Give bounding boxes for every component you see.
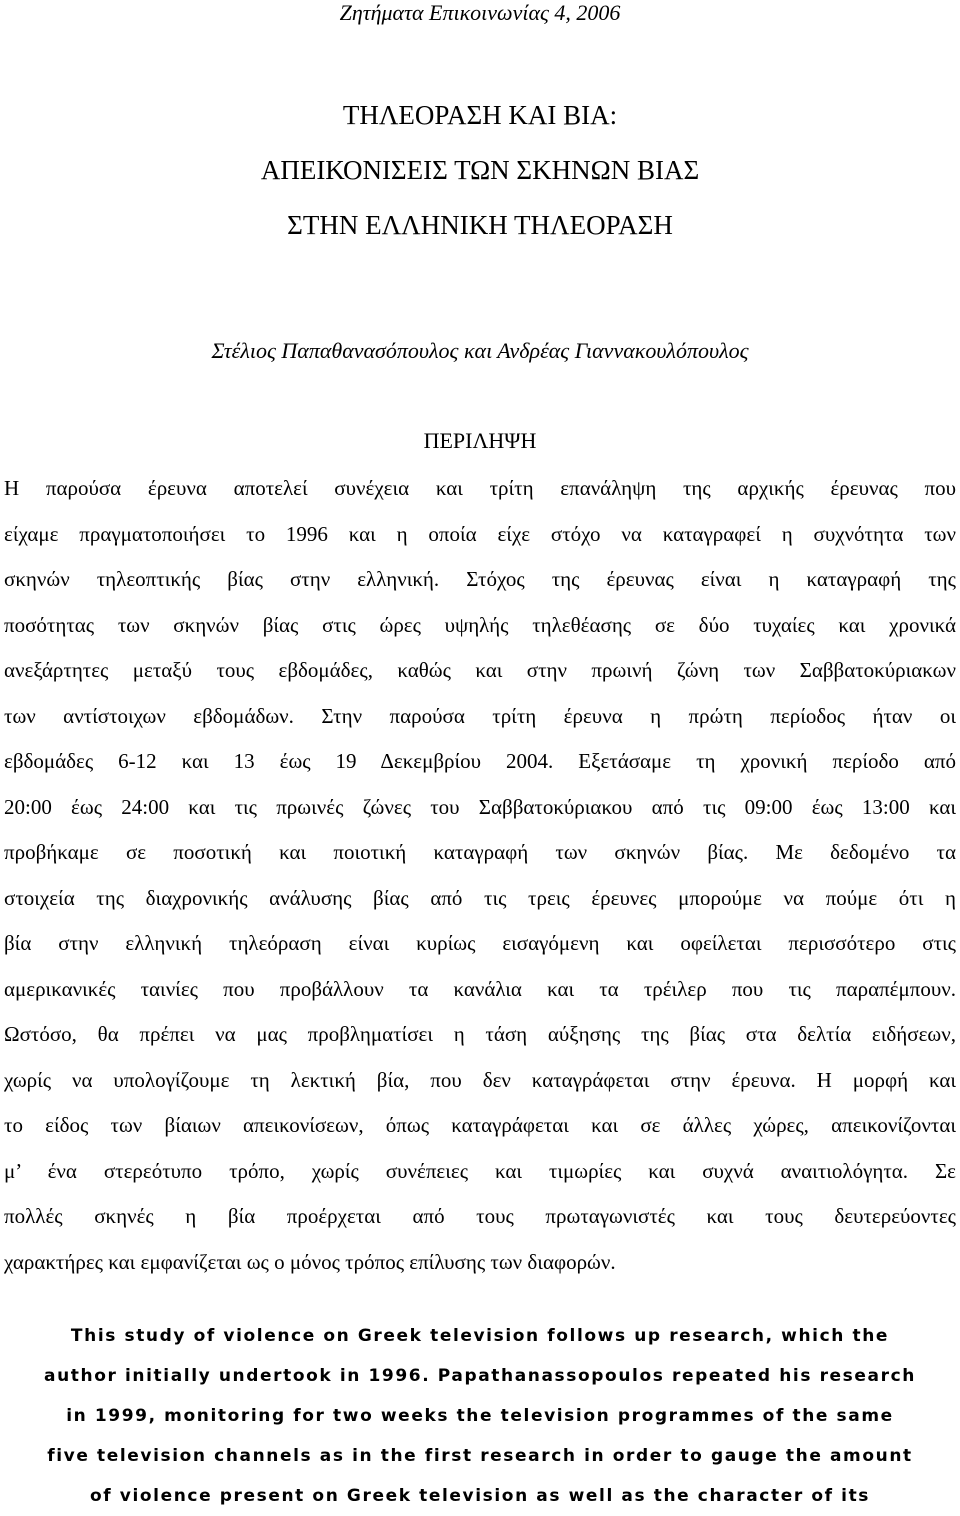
abstract-line: Η παρούσα έρευνα αποτελεί συνέχεια και τρίτη επανάληψη της αρχικής έρευνας που <box>4 476 956 500</box>
english-abstract-line: This study of violence on Greek television follows up research, which the <box>70 1326 890 1346</box>
english-abstract <box>4 1316 956 1516</box>
abstract-line: προβήκαμε σε ποσοτική και ποιοτική καταγραφή των σκηνών βίας. Με δεδομένο τα <box>4 840 956 864</box>
english-abstract-line: five television channels as in the first research in order to gauge the amount <box>47 1446 913 1466</box>
title-line: ΤΗΛΕΟΡΑΣΗ ΚΑΙ ΒΙΑ: <box>342 100 618 130</box>
journal-header: Ζητήματα Επικοινωνίας 4, 2006 <box>339 0 621 25</box>
abstract-line: βία στην ελληνική τηλεόραση είναι κυρίως εισαγόμενη και οφείλεται περισσότερο στις <box>4 931 956 955</box>
title-line: ΣΤΗΝ ΕΛΛΗΝΙΚΗ ΤΗΛΕΟΡΑΣΗ <box>287 210 673 240</box>
greek-abstract <box>4 466 956 1285</box>
english-abstract-line: in 1999, monitoring for two weeks the television programmes of the same <box>66 1406 894 1426</box>
abstract-line: ανεξάρτητες μεταξύ τους εβδομάδες, καθώς και στην πρωινή ζώνη των Σαββατοκύριακων <box>4 658 956 682</box>
abstract-line: το είδος των βίαιων απεικονίσεων, όπως καταγράφεται και σε άλλες χώρες, απεικονίζονται <box>4 1113 956 1137</box>
english-abstract-line: author initially undertook in 1996. Papathanassopoulos repeated his research <box>44 1366 916 1386</box>
abstract-heading: ΠΕΡΙΛΗΨΗ <box>423 428 537 453</box>
abstract-line: ποσότητας των σκηνών βίας στις ώρες υψηλής τηλεθέασης σε δύο τυχαίες και χρονικά <box>4 612 956 637</box>
paper-title <box>0 88 960 253</box>
abstract-line: στοιχεία της διαχρονικής ανάλυσης βίας από τις τρεις έρευνες μπορούμε να πούμε ότι η <box>4 885 956 910</box>
abstract-line: χωρίς να υπολογίζουμε τη λεκτική βία, που δεν καταγράφεται στην έρευνα. Η μορφή και <box>4 1067 956 1092</box>
abstract-line: των αντίστοιχων εβδομάδων. Στην παρούσα τρίτη έρευνα η πρώτη περίοδος ήταν οι <box>4 703 956 728</box>
abstract-line: αμερικανικές ταινίες που προβάλλουν τα κανάλια και τα τρέιλερ που τις παραπέμπουν. <box>4 976 956 1001</box>
abstract-line: είχαμε πραγματοποιήσει το 1996 και η οποία είχε στόχο να καταγραφεί η συχνότητα των <box>4 521 956 546</box>
title-line: ΑΠΕΙΚΟΝΙΣΕΙΣ ΤΩΝ ΣΚΗΝΩΝ ΒΙΑΣ <box>260 155 700 185</box>
abstract-line: μ’ ένα στερεότυπο τρόπο, χωρίς συνέπειες και τιμωρίες και συχνά αναιτιολόγητα. Σε <box>4 1158 956 1183</box>
abstract-line: χαρακτήρες και εμφανίζεται ως ο μόνος τρόπος επίλυσης των διαφορών. <box>4 1249 616 1274</box>
abstract-line: 20:00 έως 24:00 και τις πρωινές ζώνες του Σαββατοκύριακου από τις 09:00 έως 13:00 και <box>4 794 956 819</box>
english-abstract-line: of violence present on Greek television as well as the character of its <box>89 1486 871 1506</box>
abstract-line: πολλές σκηνές η βία προέρχεται από τους πρωταγωνιστές και τους δευτερεύοντες <box>4 1204 956 1228</box>
abstract-line: σκηνών τηλεοπτικής βίας στην ελληνική. Στόχος της έρευνας είναι η καταγραφή της <box>4 567 956 591</box>
abstract-line: Ωστόσο, θα πρέπει να μας προβληματίσει η τάση αύξησης της βίας στα δελτία ειδήσεων, <box>4 1022 956 1046</box>
authors: Στέλιος Παπαθανασόπουλος και Ανδρέας Γιαννακουλόπουλος <box>211 338 749 363</box>
abstract-line: εβδομάδες 6-12 και 13 έως 19 Δεκεμβρίου 2004. Εξετάσαμε τη χρονική περίοδο από <box>4 749 956 773</box>
